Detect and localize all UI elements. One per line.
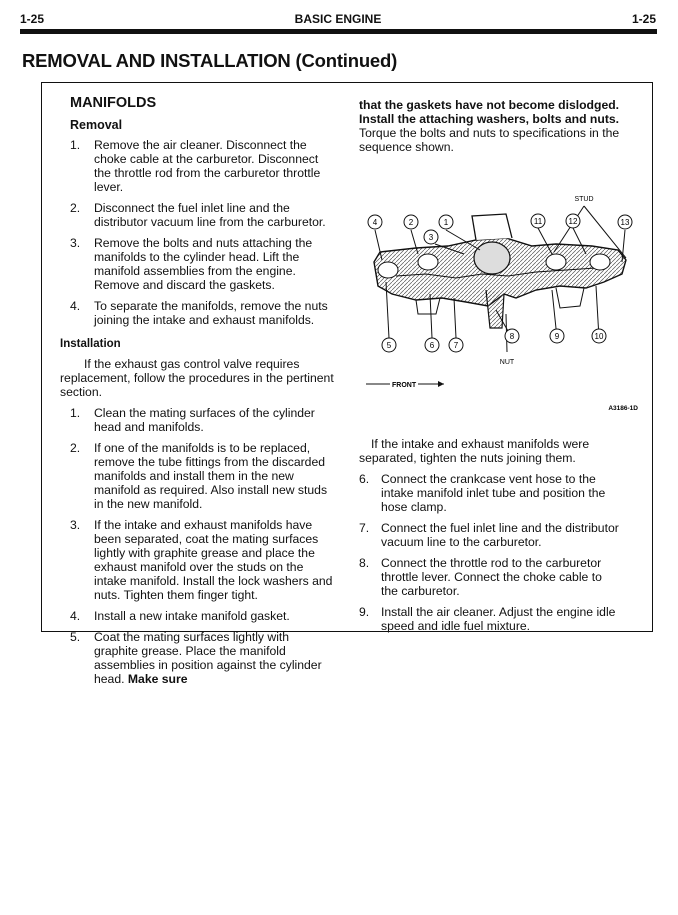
removal-step: 1. Remove the air cleaner. Disconnect the choke cable at the carburetor. Disconnect the throttle rod from the carburetor throttle lever. (70, 138, 321, 194)
port-1 (378, 262, 398, 278)
callout-2: 2 (408, 218, 414, 227)
installation-step: 1. Clean the mating surfaces of the cylinder head and manifolds. (70, 406, 315, 434)
page-number-left: 1-25 (20, 12, 45, 26)
page-title: REMOVAL AND INSTALLATION (Continued) (22, 50, 398, 71)
manifold-torque-figure (356, 190, 642, 420)
manifolds-heading: MANIFOLDS (70, 95, 157, 111)
callout-8: 8 (509, 332, 515, 341)
separated-note: If the intake and exhaust manifolds were separated, tighten the nuts joining them. (359, 437, 590, 465)
callout-13: 13 (620, 218, 630, 227)
removal-step: 4. To separate the manifolds, remove the nuts joining the intake and exhaust manifolds. (70, 299, 328, 327)
stud-label: STUD (574, 196, 594, 203)
callout-4: 4 (372, 218, 378, 227)
page-number-right: 1-25 (631, 12, 656, 26)
make-sure-text: Make sure (127, 672, 188, 686)
section-title: BASIC ENGINE (294, 12, 382, 26)
callout-9: 9 (554, 332, 560, 341)
port-4 (590, 254, 610, 270)
removal-step: 3. Remove the bolts and nuts attaching the manifolds to the cylinder head. Lift the manifold assemblies from the engine. Remove and discard the gaskets. (70, 236, 313, 292)
callout-3: 3 (428, 233, 434, 242)
figure-id: A3186-1D (608, 405, 638, 412)
right-column-lower (359, 437, 621, 640)
callout-12: 12 (568, 217, 578, 226)
callout-11: 11 (533, 217, 543, 226)
installation-step: 5. Coat the mating surfaces lightly with graphite grease. Place the manifold assemblies in position against the cylinder head. Make sure (70, 630, 322, 686)
installation-step: 2. If one of the manifolds is to be replaced, remove the tube fittings from the discarded manifolds and install them in the new manifold as required. Also install new studs in the new manifold. (70, 441, 328, 511)
left-column (60, 96, 336, 693)
carburetor-body (472, 214, 512, 240)
install-step: 6. Connect the crankcase vent hose to the intake manifold inlet tube and position the hose clamp. (359, 472, 606, 514)
installation-step: 4. Install a new intake manifold gasket. (70, 609, 290, 623)
removal-steps (60, 138, 336, 327)
callout-7: 7 (453, 341, 459, 350)
install-step: 8. Connect the throttle rod to the carburetor throttle lever. Connect the choke cable to the carburetor. (359, 556, 602, 598)
heat-riser (486, 290, 504, 328)
header-rule (20, 29, 657, 34)
callout-6: 6 (429, 341, 435, 350)
installation-steps (60, 406, 336, 686)
install-step: 9. Install the air cleaner. Adjust the engine idle speed and idle fuel mixture. (359, 605, 616, 633)
removal-step: 2. Disconnect the fuel inlet line and the distributor vacuum line from the carburetor. (70, 201, 326, 229)
carburetor-throat (474, 242, 510, 274)
callout-1: 1 (443, 218, 449, 227)
front-arrow-icon (438, 381, 444, 387)
torque-paragraph: that the gaskets have not become dislodged. Install the attaching washers, bolts and nuts. Torque the bolts and nuts to specifications in the sequence shown. (359, 98, 620, 154)
callout-5: 5 (386, 341, 392, 350)
port-2 (418, 254, 438, 270)
outlet-right (556, 288, 584, 308)
right-column (359, 98, 621, 164)
callout-10: 10 (594, 332, 604, 341)
installation-heading: Installation (60, 338, 121, 350)
installation-step: 3. If the intake and exhaust manifolds have been separated, coat the mating surfaces lightly with graphite grease and place the exhaust manifold over the studs on the intake manifold. Install the lock washers and nuts. Tighten them finger tight. (70, 518, 333, 602)
install-step: 7. Connect the fuel inlet line and the distributor vacuum line to the carburetor. (359, 521, 619, 549)
nut-label: NUT (499, 359, 515, 366)
installation-intro: If the exhaust gas control valve requires replacement, follow the procedures in the pertinent section. (60, 357, 334, 399)
front-label: FRONT (392, 382, 417, 389)
removal-heading: Removal (70, 118, 123, 132)
port-3 (546, 254, 566, 270)
